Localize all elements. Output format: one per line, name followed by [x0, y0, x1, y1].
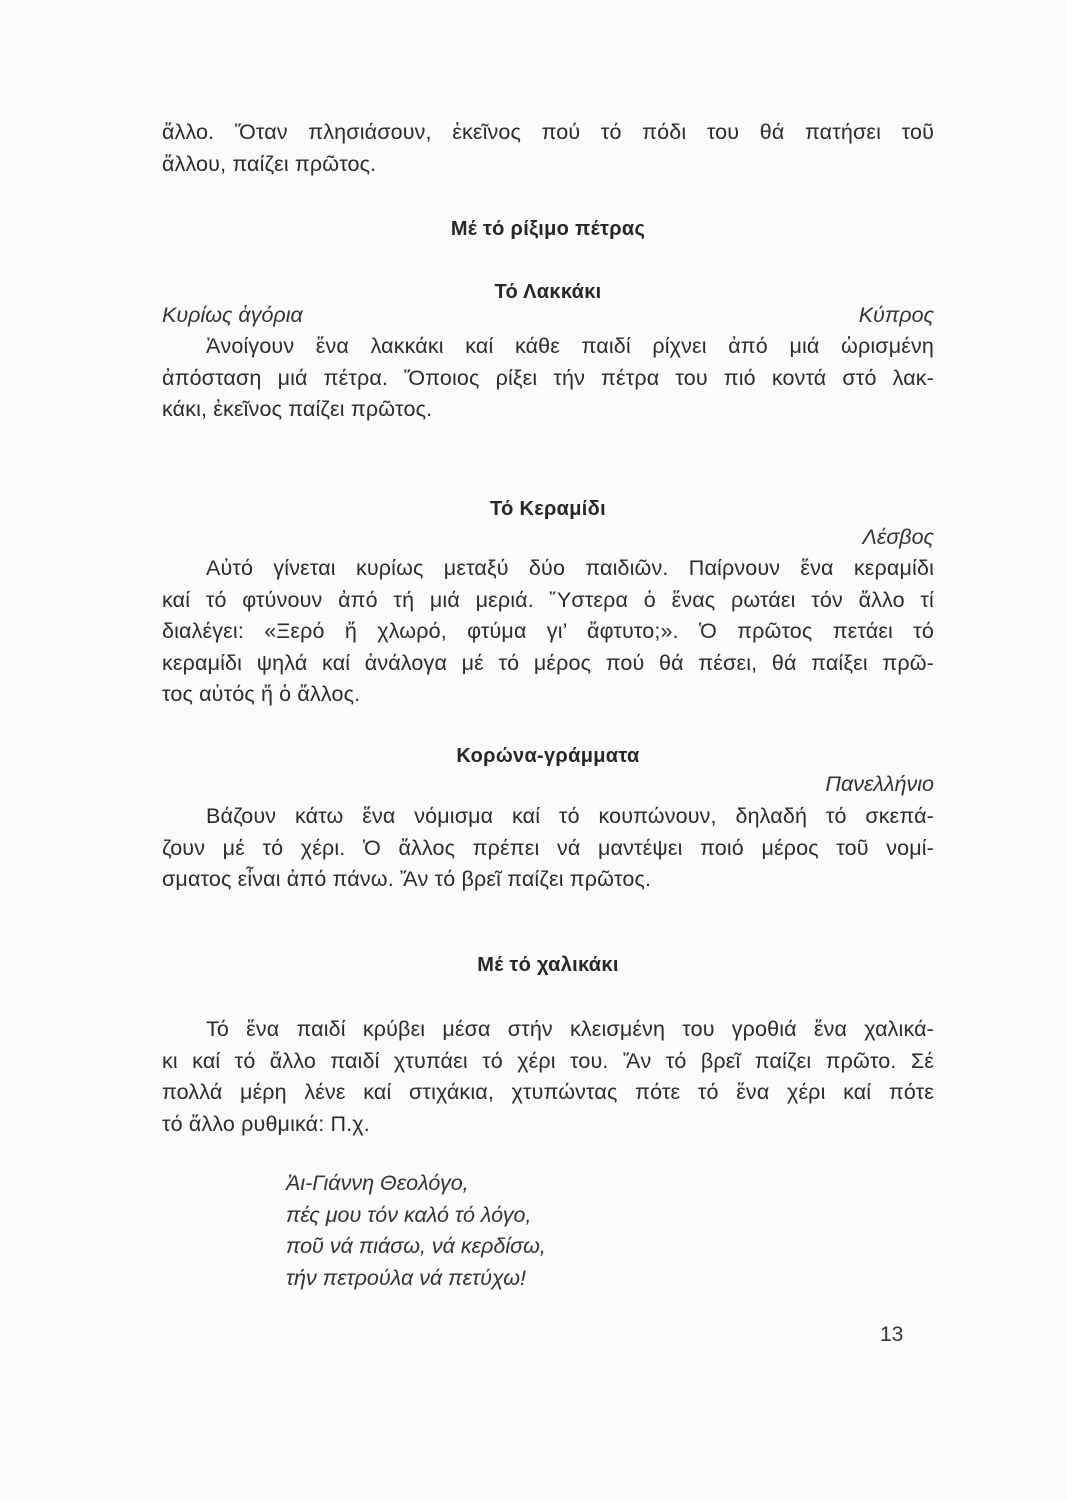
text-line: καί τό φτύνουν ἀπό τή μιά μεριά. Ὕστερα ὁ ἕνας ρωτάει τόν ἄλλο τί	[162, 587, 934, 612]
text-line: πολλά μέρη λένε καί στιχάκια, χτυπώντας πότε τό ἕνα χέρι καί πότε	[162, 1080, 934, 1104]
text-line: διαλέγει: «Ξερό ἤ χλωρό, φτύμα γι’ ἄφτυτο;». Ὁ πρῶτος πετάει τό	[162, 619, 934, 643]
text-line: τος αὐτός ἤ ὁ ἄλλος.	[162, 682, 361, 706]
game-title-korona: Κορώνα-γράμματα	[456, 745, 640, 767]
text-line: Αὐτό γίνεται κυρίως μεταξύ δύο παιδιῶν. Παίρνουν ἕνα κεραμίδι	[206, 556, 934, 580]
poem-line: Ἀι-Γιάννη Θεολόγο,	[286, 1171, 469, 1195]
chalikaki-paragraph	[162, 1014, 934, 1140]
section-heading-stone-throw: Μέ τό ρίξιμο πέτρας	[450, 218, 646, 240]
poem-line: ποῦ νά πιάσω, νά κερδίσω,	[286, 1234, 546, 1258]
text-line: Ἀνοίγουν ἕνα λακκάκι καί κάθε παιδί ρίχνει ἀπό μιά ὡρισμένη	[206, 334, 934, 358]
game-title-lakkaki: Τό Λακκάκι	[494, 281, 602, 303]
intro-paragraph	[162, 117, 934, 180]
poem-verse	[286, 1168, 786, 1294]
text-line: ἄλλου, παίζει πρῶτος.	[162, 151, 377, 176]
text-line: κεραμίδι ψηλά καί ἀνάλογα μέ τό μέρος πού θά πέσει, θά παίξει πρῶ-	[162, 650, 934, 675]
text-line: Βάζουν κάτω ἕνα νόμισμα καί τό κουπώνουν, δηλαδή τό σκεπά-	[206, 804, 934, 828]
section-heading-pebble: Μέ τό χαλικάκι	[477, 954, 619, 976]
text-line: ἀπόσταση μιά πέτρα. Ὅποιος ρίξει τήν πέτρα του πιό κοντά στό λακ-	[162, 365, 934, 390]
lakkaki-meta	[162, 300, 934, 332]
game-title-keramidi: Τό Κεραμίδι	[490, 498, 606, 520]
text-line: Τό ἕνα παιδί κρύβει μέσα στήν κλεισμένη του γροθιά ἕνα χαλικά-	[206, 1017, 934, 1041]
text-line: τό ἄλλο ρυθμικά: Π.χ.	[162, 1111, 370, 1136]
korona-paragraph	[162, 801, 934, 896]
text-line: κάκι, ἐκεῖνος παίζει πρῶτος.	[162, 397, 433, 421]
page-number: 13	[880, 1323, 904, 1346]
text-line: ἄλλο. Ὅταν πλησιάσουν, ἐκεῖνος πού τό πόδι του θά πατήσει τοῦ	[162, 120, 934, 144]
lakkaki-paragraph	[162, 331, 934, 426]
text-line: κι καί τό ἄλλο παιδί χτυπάει τό χέρι του. Ἄν τό βρεῖ παίζει πρῶτο. Σέ	[162, 1048, 934, 1073]
poem-line: τήν πετρούλα νά πετύχω!	[286, 1265, 526, 1290]
text-line: σματος εἶναι ἀπό πάνω. Ἄν τό βρεῖ παίζει πρῶτος.	[162, 867, 652, 891]
region-label: Πανελλήνιο	[825, 772, 934, 796]
keramidi-paragraph	[162, 553, 934, 711]
region-label: Λέσβος	[862, 525, 934, 549]
participants-note: Κυρίως ἀγόρια	[162, 303, 303, 327]
region-label: Κύπρος	[858, 303, 934, 327]
poem-line: πές μου τόν καλό τό λόγο,	[286, 1202, 532, 1227]
text-line: ζουν μέ τό χέρι. Ὁ ἄλλος πρέπει νά μαντέψει ποιό μέρος τοῦ νομί-	[162, 835, 934, 860]
